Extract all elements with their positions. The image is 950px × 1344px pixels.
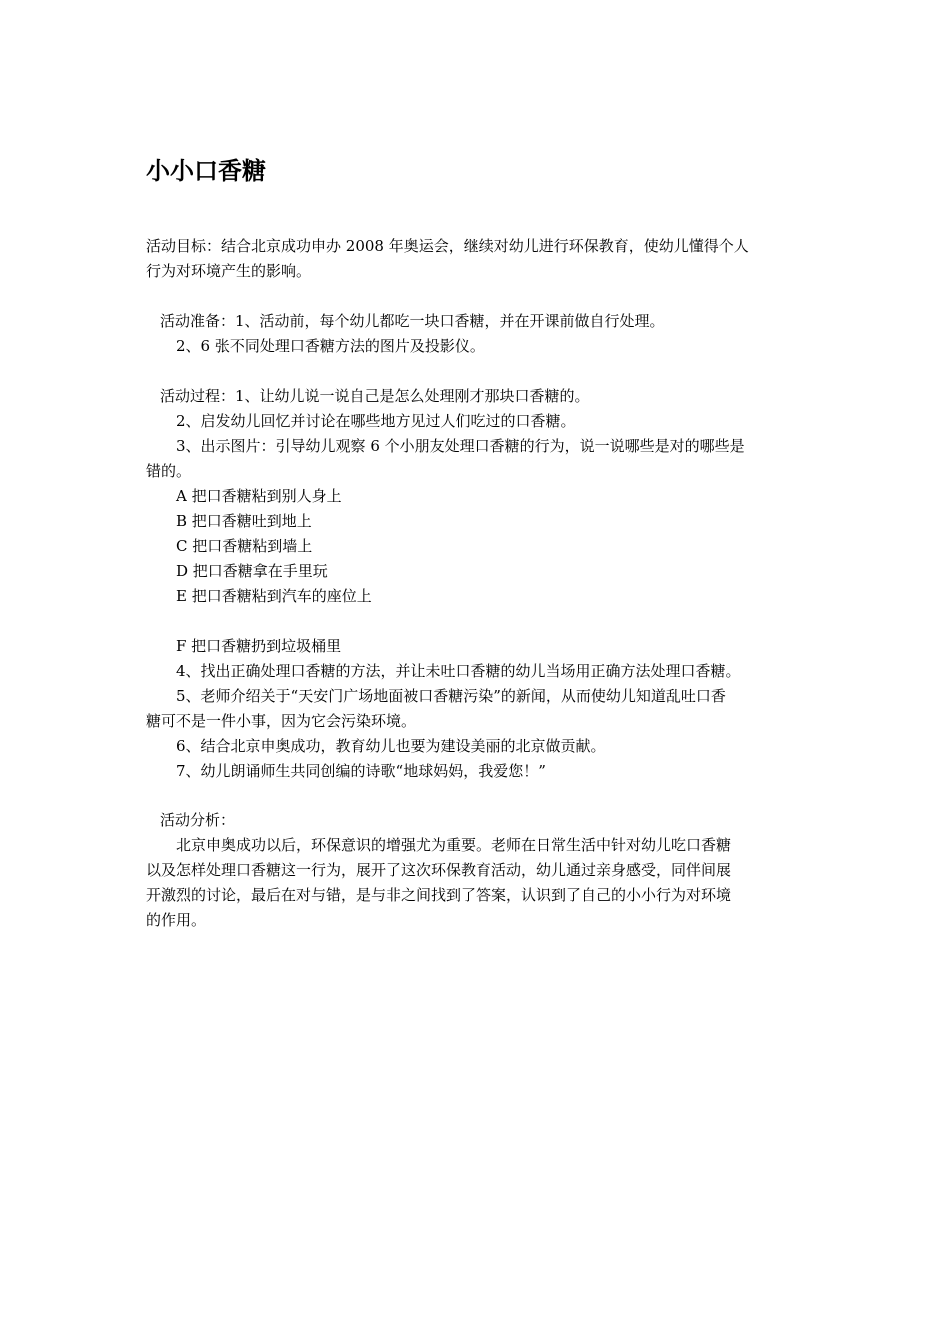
- document-title: 小小口香糖: [146, 156, 266, 185]
- process-item-5-line-1: 5、老师介绍关于“天安门广场地面被口香糖污染”的新闻，从而使幼儿知道乱吐口香: [176, 687, 726, 705]
- process-item-6: 6、结合北京申奥成功，教育幼儿也要为建设美丽的北京做贡献。: [176, 737, 606, 755]
- option-b: B 把口香糖吐到地上: [176, 512, 312, 530]
- option-c: C 把口香糖粘到墙上: [176, 537, 313, 555]
- activity-goal-section: [146, 234, 811, 284]
- blank-line: [146, 609, 811, 634]
- option-e: E 把口香糖粘到汽车的座位上: [176, 587, 372, 605]
- goal-line-1: 活动目标：结合北京成功申办 2008 年奥运会，继续对幼儿进行环保教育，使幼儿懂得个人: [146, 237, 749, 255]
- analysis-line-1: 北京申奥成功以后，环保意识的增强尤为重要。老师在日常生活中针对幼儿吃口香糖: [176, 836, 732, 854]
- option-f: F 把口香糖扔到垃圾桶里: [176, 637, 342, 655]
- process-item-2: 2、启发幼儿回忆并讨论在哪些地方见过人们吃过的口香糖。: [176, 412, 576, 430]
- process-item-4: 4、找出正确处理口香糖的方法，并让未吐口香糖的幼儿当场用正确方法处理口香糖。: [176, 662, 741, 680]
- analysis-line-3: 开激烈的讨论，最后在对与错，是与非之间找到了答案，认识到了自己的小小行为对环境: [146, 886, 732, 904]
- process-item-7: 7、幼儿朗诵师生共同创编的诗歌“地球妈妈，我爱您！”: [176, 762, 546, 780]
- process-item-3-line-2: 错的。: [146, 462, 192, 480]
- process-item-5-line-2: 糖可不是一件小事，因为它会污染环境。: [146, 712, 417, 730]
- activity-prep-section: [146, 309, 811, 359]
- activity-analysis-section: [146, 808, 811, 933]
- goal-line-2: 行为对环境产生的影响。: [146, 262, 312, 280]
- activity-process-section: [146, 384, 811, 784]
- option-d: D 把口香糖拿在手里玩: [176, 562, 328, 580]
- analysis-heading: 活动分析：: [160, 811, 236, 829]
- prep-item-2: 2、6 张不同处理口香糖方法的图片及投影仪。: [176, 337, 485, 355]
- prep-item-1: 活动准备：1、活动前，每个幼儿都吃一块口香糖，并在开课前做自行处理。: [160, 312, 665, 330]
- option-a: A 把口香糖粘到别人身上: [176, 487, 342, 505]
- process-item-3-line-1: 3、出示图片：引导幼儿观察 6 个小朋友处理口香糖的行为，说一说哪些是对的哪些是: [176, 437, 745, 455]
- process-item-1: 活动过程：1、让幼儿说一说自己是怎么处理刚才那块口香糖的。: [160, 387, 590, 405]
- analysis-line-4: 的作用。: [146, 911, 207, 929]
- analysis-line-2: 以及怎样处理口香糖这一行为，展开了这次环保教育活动，幼儿通过亲身感受，同伴间展: [146, 861, 732, 879]
